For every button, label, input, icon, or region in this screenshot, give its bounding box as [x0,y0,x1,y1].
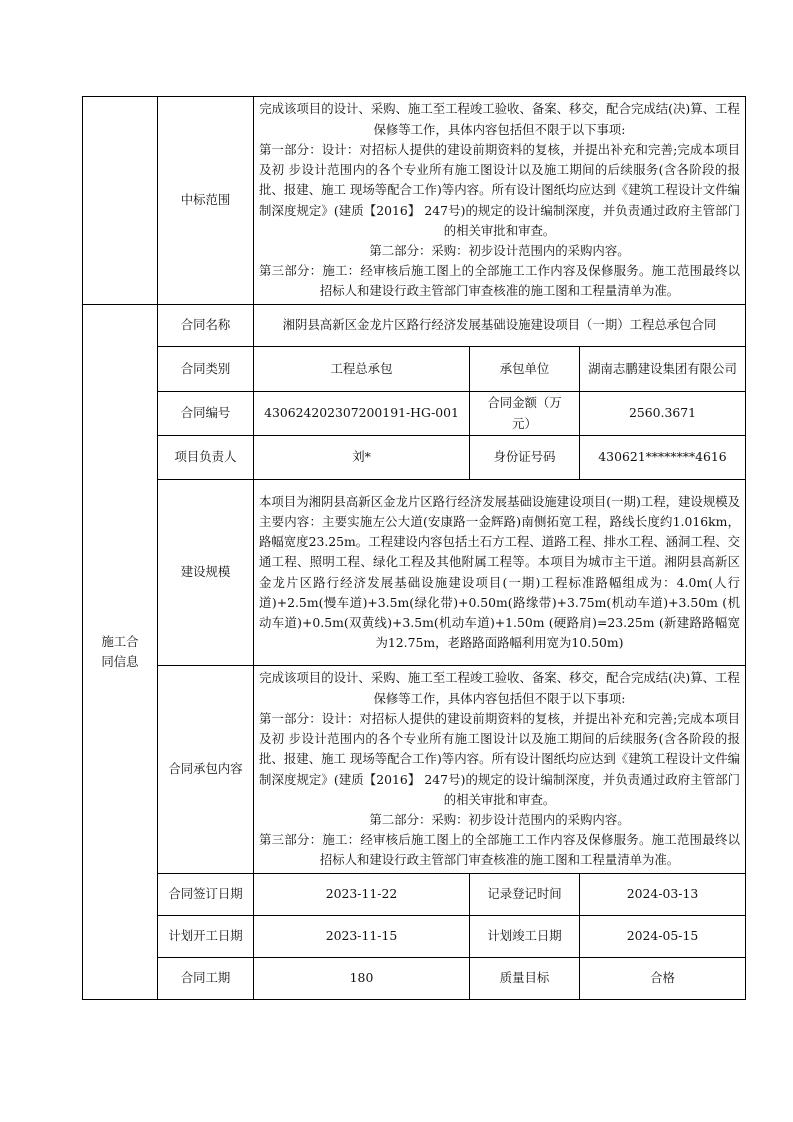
contract-content-label [158,666,254,874]
content-paragraph: 完成该项目的设计、采购、施工至工程竣工验收、备案、移交，配合完成结(决)算、工程保修等工作，具体内容包括但不限于以下事项: [259,670,740,706]
content-paragraph: 第二部分：采购：初步设计范围内的采购内容。 [369,242,630,258]
content-paragraph: 第二部分：采购：初步设计范围内的采购内容。 [369,811,630,827]
quality-label: 质量目标 [470,958,580,1000]
manager-value: 刘* [254,436,470,480]
content-paragraph: 第三部分：施工：经审核后施工图上的全部施工工作内容及保修服务。施工范围最终以招标人和建设行政主管部门审查核准的施工图和工程量清单为准。 [259,832,741,868]
contract-name-row [83,305,746,347]
contract-type-value: 工程总承包 [254,347,470,392]
plan-start-value: 2023-11-15 [254,916,470,958]
group-label-text: 施工合同信息 [101,633,139,669]
contract-type-row [83,347,746,392]
sign-date-label [158,874,254,916]
contract-content-label-text: 合同承包内容 [168,761,243,777]
duration-row [83,958,746,1000]
content-paragraph: 第一部分：设计：对招标人提供的建设前期资料的复核，并提出补充和完善;完成本项目及初 步设计范围内的各个专业所有施工图设计以及施工期间的后续服务(含各阶段的报批、报建、施工 现场等配合工作)等内容。所有设计图纸均应达到《建筑工程设计文件编制深度规定》(建质【2016】 247号)的规定的设计编制深度，并负责通过政府主管部门的相关审批和审查。 [259,710,741,807]
contract-no-label: 合同编号 [158,392,254,436]
contract-name-label: 合同名称 [158,305,254,347]
contract-type-label: 合同类别 [158,347,254,392]
quality-value: 合格 [580,958,746,1000]
id-number-label: 身份证号码 [470,436,580,480]
sign-date-label-text: 合同签订日期 [168,886,243,902]
contractor-label: 承包单位 [470,347,580,392]
duration-value: 180 [254,958,470,1000]
contract-amount-label-text: 合同金额（万元） [487,395,562,431]
content-paragraph: 第一部分：设计：对招标人提供的建设前期资料的复核，并提出补充和完善;完成本项目及初 步设计范围内的各个专业所有施工图设计以及施工期间的后续服务(含各阶段的报批、报建、施工 现场等配合工作)等内容。所有设计图纸均应达到《建筑工程设计文件编制深度规定》(建质【2016】 247号)的规定的设计编制深度，并负责通过政府主管部门的相关审批和审查。 [259,141,741,238]
plan-end-value: 2024-05-15 [580,916,746,958]
plan-start-label-text: 计划开工日期 [168,928,243,944]
contractor-value: 湖南志鹏建设集团有限公司 [580,347,746,392]
scale-content [254,480,746,666]
content-paragraph: 完成该项目的设计、采购、施工至工程竣工验收、备案、移交，配合完成结(决)算、工程保修等工作，具体内容包括但不限于以下事项: [259,101,740,137]
bid-scope-content [254,97,746,305]
id-number-value: 430621********4616 [580,436,746,480]
manager-label: 项目负责人 [158,436,254,480]
construction-contract-group-label [83,305,158,1000]
scale-row [83,480,746,666]
top-group-cell [83,97,158,305]
sign-date-row [83,874,746,916]
record-date-label: 记录登记时间 [470,874,580,916]
contract-content-value [254,666,746,874]
contract-amount-label [470,392,580,436]
contract-amount-value: 2560.3671 [580,392,746,436]
duration-label: 合同工期 [158,958,254,1000]
bid-scope-label: 中标范围 [158,97,254,305]
contract-no-value: 430624202307200191-HG-001 [254,392,470,436]
sign-date-value: 2023-11-22 [254,874,470,916]
contract-content-row [83,666,746,874]
contract-name-value: 湘阴县高新区金龙片区路行经济发展基础设施建设项目（一期）工程总承包合同 [254,305,746,347]
bid-scope-row [83,97,746,305]
plan-end-label: 计划竣工日期 [470,916,580,958]
scale-text: 本项目为湘阴县高新区金龙片区路行经济发展基础设施建设项目(一期)工程，建设规模及主要内容：主要实施左公大道(安康路一金辉路)南侧拓宽工程，路线长度约1.016km，路幅宽度23.25m。工程建设内容包括土石方工程、道路工程、排水工程、涵洞工程、交通工程、照明工程、绿化工程及其他附属工程等。本项目为城市主干道。湘阴县高新区金龙片区路行经济发展基础设施建设项目(一期)工程标准路幅组成为：4.0m(人行道)+2.5m(慢车道)+3.5m(绿化带)+0.50m(路缘带)+3.75m(机动车道)+3.50m (机动车道)+0.5m(双黄线)+3.5m(机动车道)+1.50m (硬路肩)=23.25m (新建路路幅宽为12.75m，老路路面路幅利用宽为10.50m) [259,493,741,651]
contract-no-row [83,392,746,436]
content-paragraph: 第三部分：施工：经审核后施工图上的全部施工工作内容及保修服务。施工范围最终以招标人和建设行政主管部门审查核准的施工图和工程量清单为准。 [259,263,741,299]
scale-label: 建设规模 [158,480,254,666]
plan-start-label [158,916,254,958]
contract-info-table [82,96,746,1000]
record-date-value: 2024-03-13 [580,874,746,916]
plan-date-row [83,916,746,958]
manager-row [83,436,746,480]
